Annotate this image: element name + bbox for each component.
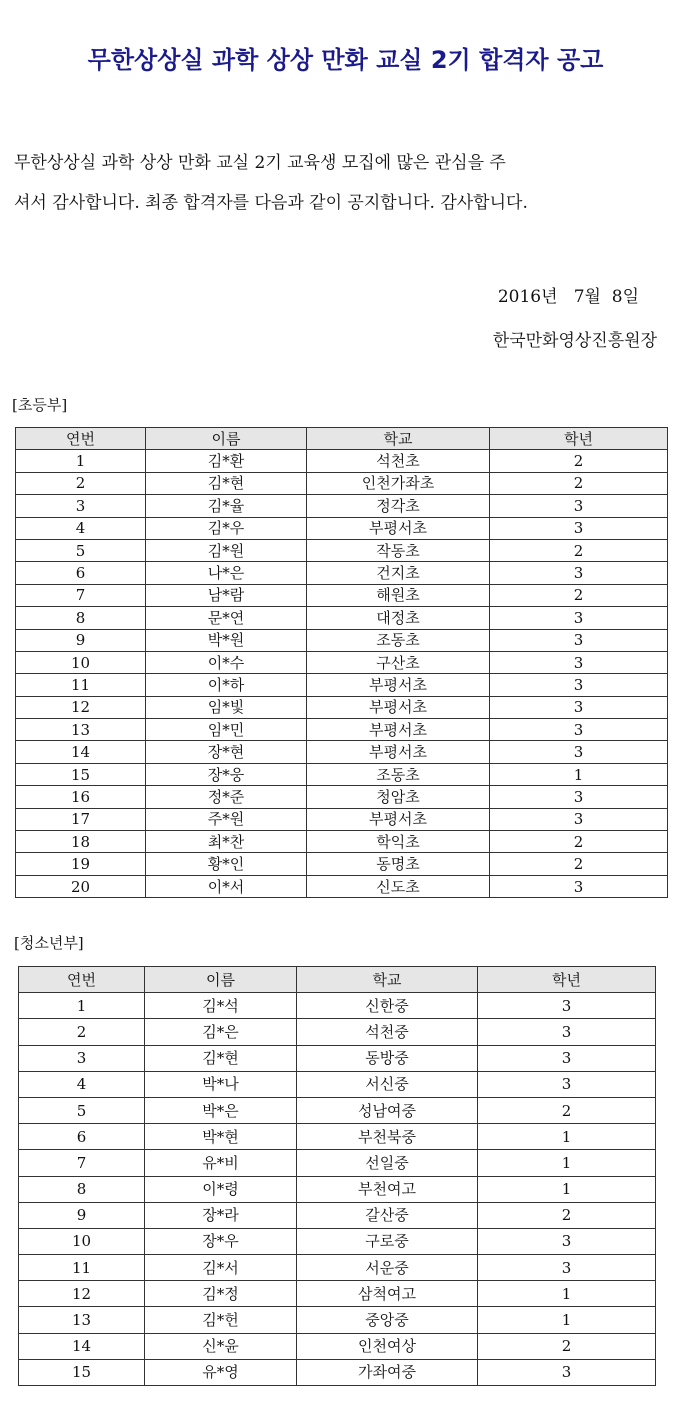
- table-row: [16, 696, 668, 718]
- table-row: [16, 584, 668, 606]
- header-grade: 학년: [490, 428, 668, 450]
- cell-number: 7: [16, 584, 146, 606]
- cell-number: 16: [16, 786, 146, 808]
- cell-school: 신도초: [307, 875, 490, 897]
- cell-grade: 3: [478, 1359, 656, 1385]
- cell-school: 석천초: [307, 450, 490, 472]
- cell-school: 갈산중: [297, 1202, 478, 1228]
- table-row: [19, 1333, 656, 1359]
- cell-grade: 3: [478, 1045, 656, 1071]
- cell-number: 5: [16, 539, 146, 561]
- cell-name: 김*원: [146, 539, 307, 561]
- cell-number: 14: [19, 1333, 145, 1359]
- cell-school: 동명초: [307, 853, 490, 875]
- cell-name: 김*현: [146, 472, 307, 494]
- cell-number: 12: [16, 696, 146, 718]
- cell-name: 김*석: [145, 993, 297, 1019]
- cell-grade: 3: [490, 562, 668, 584]
- cell-school: 부평서초: [307, 517, 490, 539]
- cell-school: 동방중: [297, 1045, 478, 1071]
- cell-grade: 2: [490, 539, 668, 561]
- cell-number: 8: [19, 1176, 145, 1202]
- youth-table: [18, 966, 656, 1386]
- table-row: [16, 562, 668, 584]
- cell-number: 9: [19, 1202, 145, 1228]
- table-row: [16, 831, 668, 853]
- cell-number: 15: [19, 1359, 145, 1385]
- cell-name: 박*원: [146, 629, 307, 651]
- cell-grade: 1: [478, 1281, 656, 1307]
- table-row: [19, 1307, 656, 1333]
- cell-number: 8: [16, 607, 146, 629]
- cell-grade: 2: [490, 853, 668, 875]
- cell-number: 10: [19, 1228, 145, 1254]
- cell-number: 13: [19, 1307, 145, 1333]
- table-row: [19, 1019, 656, 1045]
- cell-school: 성남여중: [297, 1097, 478, 1123]
- cell-name: 김*우: [146, 517, 307, 539]
- cell-grade: 3: [478, 1019, 656, 1045]
- cell-grade: 2: [490, 450, 668, 472]
- cell-school: 부평서초: [307, 696, 490, 718]
- cell-name: 김*은: [145, 1019, 297, 1045]
- table-row: [16, 472, 668, 494]
- cell-number: 5: [19, 1097, 145, 1123]
- table-row: [16, 786, 668, 808]
- cell-school: 해원초: [307, 584, 490, 606]
- cell-school: 부평서초: [307, 808, 490, 830]
- cell-grade: 1: [478, 1307, 656, 1333]
- announcement-date: 2016년 7월 8일: [497, 287, 639, 307]
- table-row: [16, 495, 668, 517]
- cell-name: 주*원: [146, 808, 307, 830]
- cell-number: 4: [19, 1071, 145, 1097]
- table-header-row: [16, 428, 668, 450]
- cell-name: 장*웅: [146, 763, 307, 785]
- cell-school: 조동초: [307, 763, 490, 785]
- header-school: 학교: [297, 967, 478, 993]
- cell-number: 18: [16, 831, 146, 853]
- cell-name: 장*현: [146, 741, 307, 763]
- cell-grade: 3: [478, 1255, 656, 1281]
- table-row: [19, 1150, 656, 1176]
- cell-grade: 3: [490, 786, 668, 808]
- cell-number: 10: [16, 651, 146, 673]
- cell-number: 17: [16, 808, 146, 830]
- cell-grade: 3: [490, 674, 668, 696]
- cell-school: 청암초: [307, 786, 490, 808]
- cell-school: 서신중: [297, 1071, 478, 1097]
- header-school: 학교: [307, 428, 490, 450]
- cell-school: 구산초: [307, 651, 490, 673]
- cell-number: 2: [19, 1019, 145, 1045]
- elementary-section-label: [초등부]: [12, 396, 68, 414]
- cell-grade: 3: [478, 1071, 656, 1097]
- cell-grade: 3: [478, 993, 656, 1019]
- cell-school: 서운중: [297, 1255, 478, 1281]
- cell-grade: 1: [490, 763, 668, 785]
- table-row: [19, 1281, 656, 1307]
- body-text-line-1: 무한상상실 과학 상상 만화 교실 2기 교육생 모집에 많은 관심을 주: [14, 153, 506, 173]
- elementary-table-body: [16, 450, 668, 898]
- cell-grade: 3: [490, 629, 668, 651]
- cell-name: 이*서: [146, 875, 307, 897]
- cell-grade: 3: [490, 607, 668, 629]
- header-name: 이름: [145, 967, 297, 993]
- table-row: [19, 1097, 656, 1123]
- cell-name: 유*비: [145, 1150, 297, 1176]
- cell-name: 유*영: [145, 1359, 297, 1385]
- body-text-line-2: 셔서 감사합니다. 최종 합격자를 다음과 같이 공지합니다. 감사합니다.: [14, 193, 528, 213]
- cell-name: 임*민: [146, 719, 307, 741]
- table-row: [16, 853, 668, 875]
- cell-school: 조동초: [307, 629, 490, 651]
- page-title: 무한상상실 과학 상상 만화 교실 2기 합격자 공고: [87, 46, 604, 74]
- cell-name: 이*수: [146, 651, 307, 673]
- cell-number: 1: [19, 993, 145, 1019]
- cell-name: 장*우: [145, 1228, 297, 1254]
- cell-name: 박*은: [145, 1097, 297, 1123]
- table-row: [19, 1228, 656, 1254]
- cell-number: 3: [19, 1045, 145, 1071]
- cell-grade: 3: [490, 696, 668, 718]
- table-row: [16, 450, 668, 472]
- cell-school: 중앙중: [297, 1307, 478, 1333]
- cell-school: 부천여고: [297, 1176, 478, 1202]
- cell-grade: 3: [490, 719, 668, 741]
- cell-school: 정각초: [307, 495, 490, 517]
- cell-name: 정*준: [146, 786, 307, 808]
- cell-name: 박*나: [145, 1071, 297, 1097]
- table-row: [19, 1071, 656, 1097]
- cell-name: 김*율: [146, 495, 307, 517]
- cell-school: 인천가좌초: [307, 472, 490, 494]
- cell-grade: 1: [478, 1150, 656, 1176]
- youth-section-label: [청소년부]: [14, 934, 84, 952]
- cell-grade: 2: [490, 472, 668, 494]
- cell-grade: 1: [478, 1176, 656, 1202]
- cell-grade: 3: [490, 495, 668, 517]
- cell-name: 남*람: [146, 584, 307, 606]
- cell-number: 14: [16, 741, 146, 763]
- cell-name: 임*빛: [146, 696, 307, 718]
- table-row: [16, 875, 668, 897]
- cell-name: 황*인: [146, 853, 307, 875]
- table-row: [16, 629, 668, 651]
- cell-name: 김*정: [145, 1281, 297, 1307]
- cell-number: 11: [16, 674, 146, 696]
- header-name: 이름: [146, 428, 307, 450]
- table-row: [19, 1255, 656, 1281]
- cell-grade: 3: [490, 651, 668, 673]
- cell-school: 인천여상: [297, 1333, 478, 1359]
- table-row: [16, 719, 668, 741]
- table-row: [19, 1359, 656, 1385]
- cell-number: 20: [16, 875, 146, 897]
- cell-name: 신*윤: [145, 1333, 297, 1359]
- cell-name: 김*헌: [145, 1307, 297, 1333]
- cell-name: 김*환: [146, 450, 307, 472]
- cell-school: 부평서초: [307, 674, 490, 696]
- cell-grade: 2: [478, 1202, 656, 1228]
- table-row: [19, 1124, 656, 1150]
- cell-grade: 3: [490, 808, 668, 830]
- table-row: [19, 1045, 656, 1071]
- table-row: [16, 539, 668, 561]
- cell-name: 이*하: [146, 674, 307, 696]
- cell-number: 6: [16, 562, 146, 584]
- cell-name: 최*찬: [146, 831, 307, 853]
- cell-school: 작동초: [307, 539, 490, 561]
- table-row: [16, 763, 668, 785]
- table-header-row: [19, 967, 656, 993]
- youth-table-body: [19, 993, 656, 1386]
- cell-number: 11: [19, 1255, 145, 1281]
- cell-grade: 1: [478, 1124, 656, 1150]
- cell-number: 3: [16, 495, 146, 517]
- table-row: [19, 1176, 656, 1202]
- cell-school: 가좌여중: [297, 1359, 478, 1385]
- table-row: [16, 517, 668, 539]
- cell-school: 선일중: [297, 1150, 478, 1176]
- cell-school: 학익초: [307, 831, 490, 853]
- table-row: [16, 651, 668, 673]
- cell-school: 부평서초: [307, 741, 490, 763]
- cell-name: 김*서: [145, 1255, 297, 1281]
- cell-school: 대정초: [307, 607, 490, 629]
- table-row: [16, 674, 668, 696]
- cell-grade: 2: [478, 1097, 656, 1123]
- cell-number: 4: [16, 517, 146, 539]
- cell-number: 15: [16, 763, 146, 785]
- cell-number: 7: [19, 1150, 145, 1176]
- cell-grade: 2: [490, 584, 668, 606]
- cell-name: 장*라: [145, 1202, 297, 1228]
- table-row: [19, 1202, 656, 1228]
- cell-grade: 3: [490, 875, 668, 897]
- cell-number: 12: [19, 1281, 145, 1307]
- cell-grade: 3: [490, 517, 668, 539]
- cell-number: 2: [16, 472, 146, 494]
- cell-grade: 2: [478, 1333, 656, 1359]
- cell-school: 부평서초: [307, 719, 490, 741]
- cell-number: 19: [16, 853, 146, 875]
- table-row: [19, 993, 656, 1019]
- cell-number: 1: [16, 450, 146, 472]
- cell-number: 13: [16, 719, 146, 741]
- cell-school: 신한중: [297, 993, 478, 1019]
- table-row: [16, 741, 668, 763]
- header-grade: 학년: [478, 967, 656, 993]
- cell-name: 이*령: [145, 1176, 297, 1202]
- header-number: 연번: [19, 967, 145, 993]
- cell-school: 석천중: [297, 1019, 478, 1045]
- cell-school: 건지초: [307, 562, 490, 584]
- cell-school: 부천북중: [297, 1124, 478, 1150]
- cell-school: 구로중: [297, 1228, 478, 1254]
- cell-school: 삼척여고: [297, 1281, 478, 1307]
- organization-name: 한국만화영상진흥원장: [492, 331, 657, 351]
- cell-grade: 3: [490, 741, 668, 763]
- header-number: 연번: [16, 428, 146, 450]
- cell-name: 김*현: [145, 1045, 297, 1071]
- cell-name: 박*현: [145, 1124, 297, 1150]
- cell-number: 6: [19, 1124, 145, 1150]
- cell-name: 문*연: [146, 607, 307, 629]
- cell-grade: 2: [490, 831, 668, 853]
- table-row: [16, 607, 668, 629]
- table-row: [16, 808, 668, 830]
- elementary-table: [15, 427, 668, 898]
- cell-name: 나*은: [146, 562, 307, 584]
- cell-number: 9: [16, 629, 146, 651]
- cell-grade: 3: [478, 1228, 656, 1254]
